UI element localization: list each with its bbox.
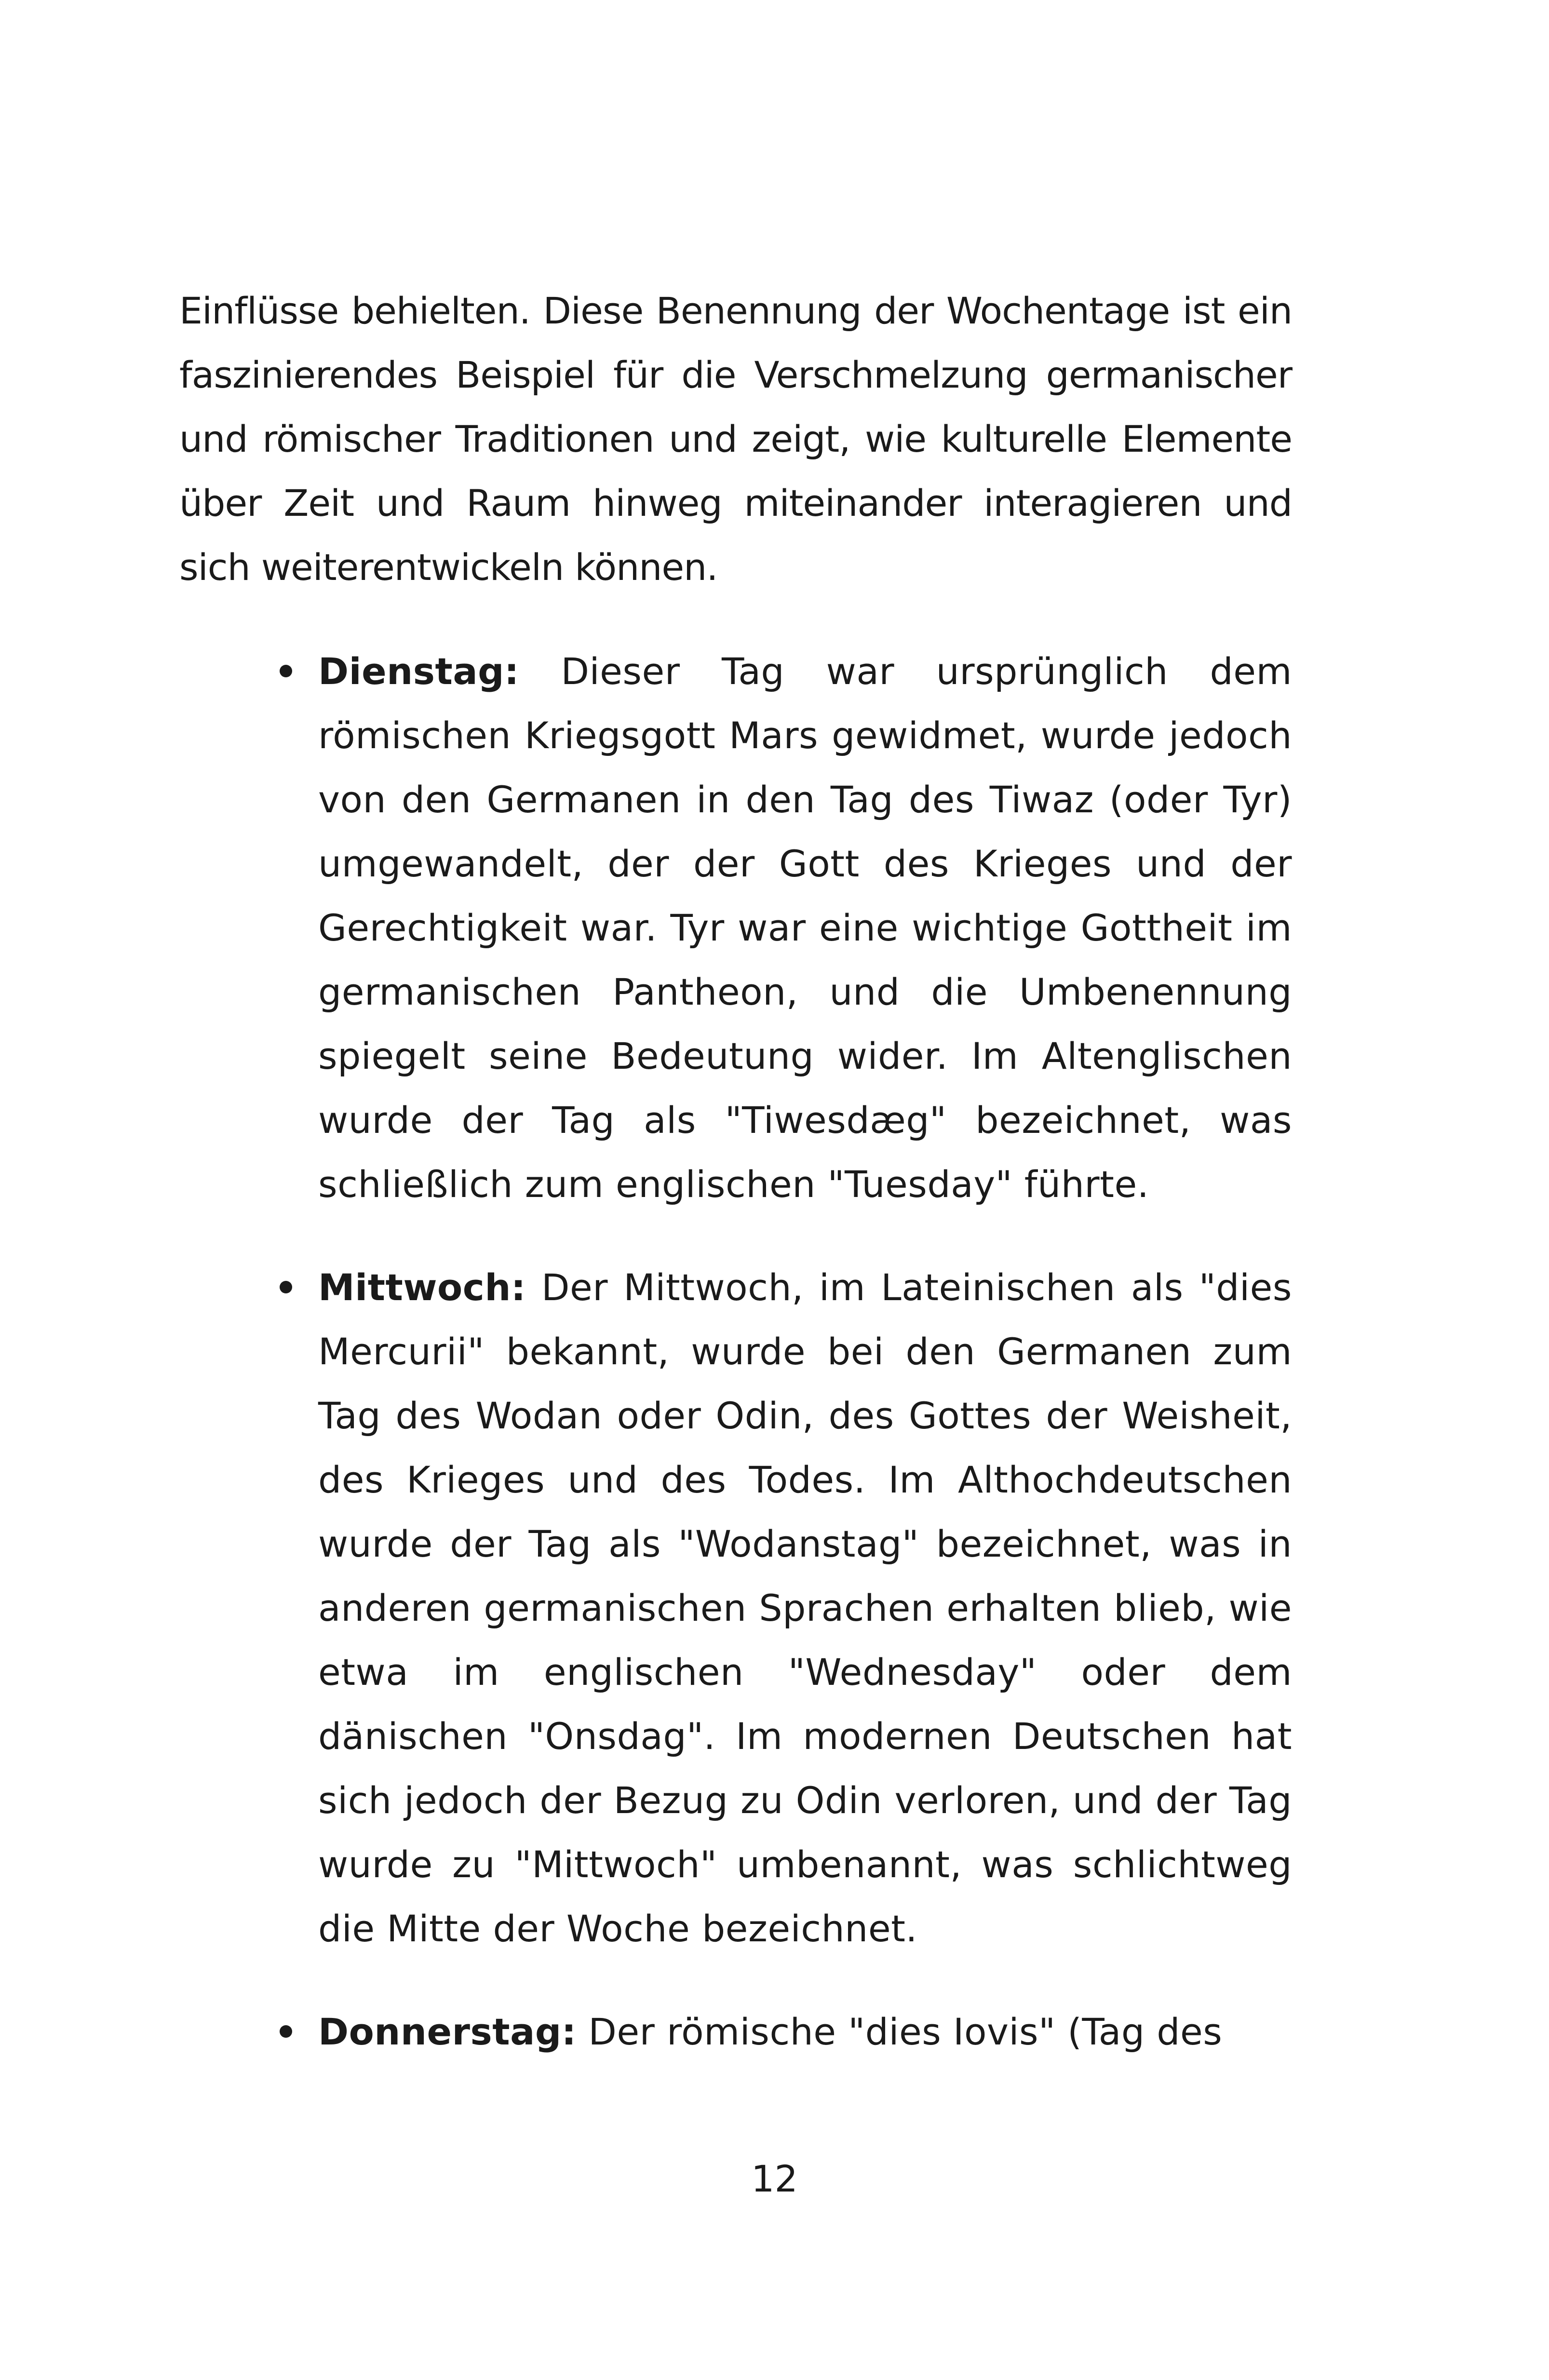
weekday-list: [179, 639, 1292, 2103]
term-dienstag: Dienstag:: [318, 650, 519, 693]
page-number: 12: [751, 2157, 798, 2200]
text-donnerstag: Der römische "dies Iovis" (Tag des: [576, 2010, 1223, 2053]
list-item-dienstag: [179, 639, 1292, 1216]
bullet-icon: [280, 2025, 292, 2038]
list-item-donnerstag: [179, 2000, 1292, 2064]
list-item-mittwoch: [179, 1255, 1292, 1961]
bullet-icon: [280, 1281, 292, 1293]
bullet-icon: [280, 665, 292, 677]
text-mittwoch: Der Mittwoch, im Lateinischen als "dies Mercurii" bekannt, wurde bei den Germanen zum Tag des Wodan oder Odin, des Gottes der Weisheit, des Krieges und des Todes. Im Althochdeutschen wurde der Tag als "Wodanstag" bezeichnet, was in anderen germanischen Sprachen erhalten blieb, wie etwa im englischen "Wednesday" oder dem dänischen "Onsdag". Im modernen Deutschen hat sich jedoch der Bezug zu Odin verloren, und der Tag wurde zu "Mittwoch" umbenannt, was schlichtweg die Mitte der Woche bezeichnet.: [318, 1266, 1292, 1950]
intro-paragraph: Einflüsse behielten. Diese Benennung der Wochentage ist ein faszinierendes Beispiel für die Verschmelzung germanischer und römischer Traditionen und zeigt, wie kulturelle Elemente über Zeit und Raum hinweg miteinander interagieren und sich weiterentwickeln können.: [179, 289, 1292, 589]
text-dienstag: Dieser Tag war ursprünglich dem römischen Kriegsgott Mars gewidmet, wurde jedoch von den Germanen in den Tag des Tiwaz (oder Tyr) umgewandelt, der der Gott des Krieges und der Gerechtigkeit war. Tyr war eine wichtige Gottheit im germanischen Pantheon, und die Umbenennung spiegelt seine Bedeutung wider. Im Altenglischen wurde der Tag als "Tiwesdæg" bezeichnet, was schließlich zum englischen "Tuesday" führte.: [318, 650, 1292, 1206]
term-mittwoch: Mittwoch:: [318, 1266, 526, 1309]
term-donnerstag: Donnerstag:: [318, 2010, 577, 2053]
